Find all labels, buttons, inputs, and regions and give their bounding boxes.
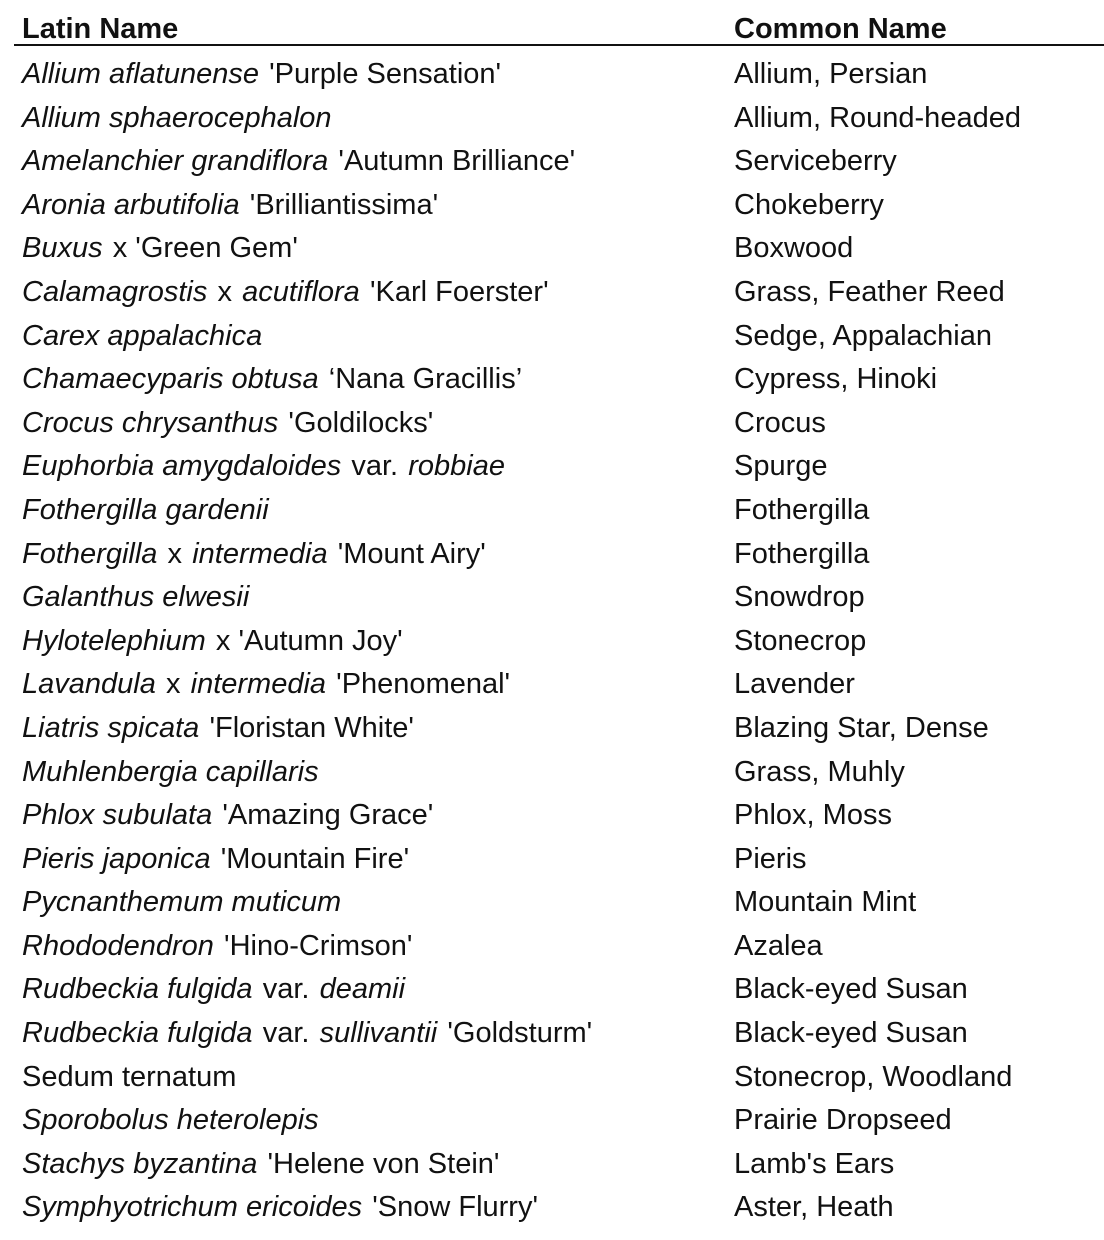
common-name-cell: Sedge, Appalachian: [734, 319, 992, 352]
table-row: [0, 184, 1104, 228]
table-row: [0, 751, 1104, 795]
latin-name-italic-part: Pycnanthemum muticum: [22, 886, 342, 919]
common-name-cell: Lamb's Ears: [734, 1147, 895, 1180]
latin-name-roman-part: 'Helene von Stein': [267, 1147, 500, 1180]
common-name-cell: Snowdrop: [734, 581, 865, 614]
latin-name-cell: [22, 1143, 499, 1187]
common-name-cell: Stonecrop: [734, 624, 867, 657]
latin-name-italic-part: intermedia: [190, 668, 327, 701]
latin-name-italic-part: Allium aflatunense: [22, 58, 259, 90]
latin-name-roman-part: 'Karl Foerster': [369, 275, 549, 308]
table-row: [0, 794, 1104, 838]
common-name-cell: Serviceberry: [734, 145, 897, 178]
common-name-cell: Chokeberry: [734, 188, 884, 221]
latin-name-italic-part: Stachys byzantina: [22, 1147, 258, 1180]
latin-name-header: Latin Name: [22, 13, 179, 45]
table-row: [0, 576, 1104, 620]
latin-name-italic-part: Lavandula: [22, 668, 156, 701]
common-name-header: Common Name: [734, 13, 947, 45]
latin-name-italic-part: robbiae: [408, 450, 505, 483]
latin-name-italic-part: Amelanchier grandiflora: [22, 145, 329, 178]
latin-name-cell: [22, 402, 433, 446]
common-name-cell: Lavender: [734, 668, 855, 701]
table-row: [0, 271, 1104, 315]
latin-name-cell: [22, 620, 403, 664]
table-header: [14, 10, 1104, 46]
latin-name-roman-part: 'Mount Airy': [337, 537, 486, 570]
latin-name-cell: [22, 489, 269, 533]
common-name-cell: Boxwood: [734, 232, 854, 265]
latin-name-cell: [22, 881, 341, 925]
table-row: [0, 140, 1104, 184]
table-row: [0, 1099, 1104, 1143]
latin-name-italic-part: Buxus: [22, 232, 103, 265]
table-row: [0, 533, 1104, 577]
common-name-cell: Black-eyed Susan: [734, 973, 968, 1006]
common-name-cell: Grass, Feather Reed: [734, 275, 1005, 308]
latin-name-italic-part: Allium sphaerocephalon: [22, 101, 332, 134]
latin-name-italic-part: Euphorbia amygdaloides: [22, 450, 342, 483]
common-name-cell: Grass, Muhly: [734, 755, 905, 788]
table-row: [0, 620, 1104, 664]
table-row: [0, 1056, 1104, 1100]
latin-name-italic-part: Symphyotrichum ericoides: [22, 1191, 363, 1224]
latin-name-roman-part: Sedum ternatum: [22, 1060, 237, 1093]
latin-name-italic-part: deamii: [319, 973, 406, 1006]
latin-name-italic-part: Hylotelephium: [22, 624, 206, 657]
latin-name-cell: [22, 184, 438, 228]
latin-name-cell: [22, 227, 298, 271]
latin-name-italic-part: Rhododendron: [22, 929, 214, 962]
latin-name-italic-part: Sporobolus heterolepis: [22, 1104, 319, 1137]
table-row: [0, 489, 1104, 533]
table-row: [0, 445, 1104, 489]
latin-name-italic-part: Crocus chrysanthus: [22, 406, 279, 439]
latin-name-cell: [22, 53, 501, 97]
table-row: [0, 968, 1104, 1012]
latin-name-italic-part: acutiflora: [242, 275, 360, 308]
latin-name-cell: [22, 707, 414, 751]
table-row: [0, 53, 1104, 97]
common-name-cell: Black-eyed Susan: [734, 1017, 968, 1050]
common-name-cell: Prairie Dropseed: [734, 1104, 952, 1137]
table-row: [0, 707, 1104, 751]
table-row: [0, 925, 1104, 969]
table-row: [0, 1186, 1104, 1230]
latin-name-cell: [22, 140, 575, 184]
latin-name-italic-part: Galanthus elwesii: [22, 581, 250, 614]
latin-name-cell: [22, 925, 412, 969]
latin-name-italic-part: Chamaecyparis obtusa: [22, 363, 319, 396]
latin-name-cell: [22, 1012, 592, 1056]
latin-name-cell: [22, 445, 505, 489]
common-name-cell: Allium, Persian: [734, 58, 928, 90]
latin-name-roman-part: x 'Green Gem': [112, 232, 298, 265]
table-body: [0, 53, 1104, 1230]
latin-name-roman-part: 'Goldsturm': [447, 1017, 593, 1050]
latin-name-roman-part: 'Phenomenal': [336, 668, 511, 701]
common-name-cell: Fothergilla: [734, 493, 870, 526]
common-name-cell: Aster, Heath: [734, 1191, 894, 1224]
latin-name-cell: [22, 663, 510, 707]
latin-name-roman-part: x: [217, 275, 232, 308]
table-row: [0, 1143, 1104, 1187]
common-name-cell: Blazing Star, Dense: [734, 711, 989, 744]
latin-name-cell: [22, 1056, 236, 1100]
latin-name-roman-part: x: [167, 537, 183, 570]
latin-name-italic-part: intermedia: [192, 537, 328, 570]
latin-name-cell: [22, 97, 332, 141]
latin-name-roman-part: 'Snow Flurry': [372, 1191, 538, 1224]
table-row: [0, 358, 1104, 402]
table-row: [0, 402, 1104, 446]
latin-name-italic-part: Carex appalachica: [22, 319, 263, 352]
latin-name-roman-part: var.: [262, 973, 310, 1006]
latin-name-roman-part: var.: [351, 450, 399, 483]
latin-name-roman-part: 'Purple Sensation': [269, 58, 502, 90]
latin-name-italic-part: Aronia arbutifolia: [22, 188, 240, 221]
common-name-cell: Allium, Round-headed: [734, 101, 1021, 134]
common-name-cell: Phlox, Moss: [734, 799, 892, 832]
table-row: [0, 838, 1104, 882]
table-row: [0, 315, 1104, 359]
table-row: [0, 663, 1104, 707]
latin-name-italic-part: Muhlenbergia capillaris: [22, 755, 319, 788]
latin-name-roman-part: 'Floristan White': [209, 711, 414, 744]
latin-name-roman-part: 'Amazing Grace': [222, 799, 434, 832]
latin-name-italic-part: Rudbeckia fulgida: [22, 1017, 253, 1050]
latin-name-italic-part: Pieris japonica: [22, 842, 211, 875]
latin-name-roman-part: 'Goldilocks': [288, 406, 434, 439]
latin-name-cell: [22, 1186, 538, 1230]
common-name-cell: Fothergilla: [734, 537, 870, 570]
latin-name-italic-part: Fothergilla gardenii: [22, 493, 269, 526]
latin-name-roman-part: var.: [262, 1017, 310, 1050]
common-name-cell: Mountain Mint: [734, 886, 917, 919]
latin-name-italic-part: Rudbeckia fulgida: [22, 973, 253, 1006]
common-name-cell: Pieris: [734, 842, 807, 875]
table-row: [0, 227, 1104, 271]
latin-name-roman-part: x 'Autumn Joy': [215, 624, 403, 657]
common-name-cell: Cypress, Hinoki: [734, 363, 938, 396]
latin-name-roman-part: 'Hino-Crimson': [224, 929, 413, 962]
latin-name-italic-part: Liatris spicata: [22, 711, 200, 744]
latin-name-cell: [22, 576, 249, 620]
latin-name-cell: [22, 358, 522, 402]
common-name-cell: Azalea: [734, 929, 823, 962]
table-row: [0, 1012, 1104, 1056]
latin-name-cell: [22, 838, 409, 882]
table-row: [0, 97, 1104, 141]
common-name-cell: Crocus: [734, 406, 826, 439]
latin-name-cell: [22, 1099, 319, 1143]
latin-name-cell: [22, 751, 319, 795]
latin-name-cell: [22, 533, 486, 577]
latin-name-cell: [22, 794, 433, 838]
latin-name-roman-part: 'Brilliantissima': [249, 188, 439, 221]
latin-name-roman-part: x: [165, 668, 181, 701]
latin-name-cell: [22, 968, 405, 1012]
latin-name-italic-part: Phlox subulata: [22, 799, 213, 832]
common-name-cell: Stonecrop, Woodland: [734, 1060, 1013, 1093]
latin-name-roman-part: 'Mountain Fire': [220, 842, 410, 875]
latin-name-italic-part: sullivantii: [319, 1017, 438, 1050]
latin-name-roman-part: 'Autumn Brilliance': [338, 145, 576, 178]
latin-name-roman-part: ‘Nana Gracillis’: [328, 363, 523, 396]
latin-name-italic-part: Fothergilla: [22, 537, 158, 570]
common-name-cell: Spurge: [734, 450, 828, 483]
latin-name-cell: [22, 271, 549, 315]
latin-name-italic-part: Calamagrostis: [22, 275, 208, 308]
latin-name-cell: [22, 315, 262, 359]
table-row: [0, 881, 1104, 925]
